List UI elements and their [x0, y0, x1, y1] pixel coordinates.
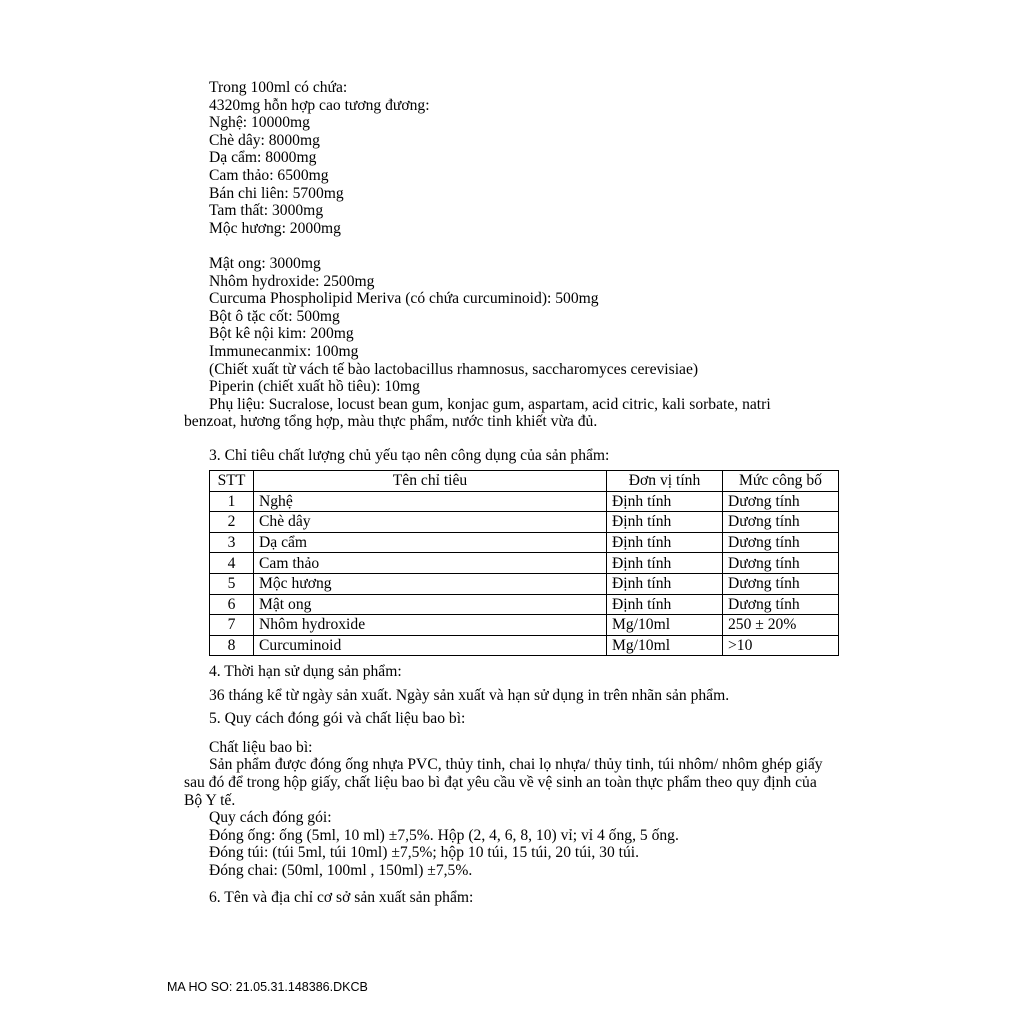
row-level: Dương tính — [723, 491, 839, 512]
table-row — [210, 573, 839, 594]
row-stt: 3 — [210, 532, 254, 553]
other-ingredients-list — [184, 255, 844, 396]
table-row — [210, 512, 839, 533]
table-row — [210, 594, 839, 615]
row-name: Mộc hương — [254, 573, 607, 594]
excipients: Phụ liệu: Sucralose, locust bean gum, konjac gum, aspartam, acid citric, kali sorbate, natri benzoat, hương tổng hợp, màu thực phẩm, nước tinh khiết vừa đủ. — [184, 395, 771, 431]
extract-list — [184, 114, 844, 237]
packing-list — [184, 827, 844, 880]
row-name: Nghệ — [254, 491, 607, 512]
row-name: Nhôm hydroxide — [254, 615, 607, 636]
row-unit: Mg/10ml — [607, 615, 723, 636]
quality-table — [209, 470, 839, 656]
row-unit: Định tính — [607, 573, 723, 594]
extract-item: Mộc hương: 2000mg — [209, 219, 341, 237]
row-level: 250 ± 20% — [723, 615, 839, 636]
section4-heading: 4. Thời hạn sử dụng sản phẩm: — [209, 663, 402, 680]
row-level: Dương tính — [723, 512, 839, 533]
extract-item: Chè dây: 8000mg — [209, 131, 320, 149]
ingredients-block — [184, 79, 844, 431]
col-level: Mức công bố — [723, 471, 839, 492]
row-stt: 7 — [210, 615, 254, 636]
row-unit: Mg/10ml — [607, 635, 723, 656]
extract-item: Cam thảo: 6500mg — [209, 166, 329, 184]
col-name: Tên chỉ tiêu — [254, 471, 607, 492]
row-unit: Định tính — [607, 512, 723, 533]
ingredient-item: Curcuma Phospholipid Meriva (có chứa curcuminoid): 500mg — [209, 290, 599, 308]
ingredient-item: Bột kê nội kim: 200mg — [209, 325, 354, 343]
ingredient-item: Mật ong: 3000mg — [209, 254, 321, 272]
row-name: Cam thảo — [254, 553, 607, 574]
row-stt: 8 — [210, 635, 254, 656]
row-level: Dương tính — [723, 594, 839, 615]
row-name: Mật ong — [254, 594, 607, 615]
extract-item: Bán chi liên: 5700mg — [209, 184, 344, 202]
ingredient-item: Piperin (chiết xuất hồ tiêu): 10mg — [209, 378, 420, 396]
row-unit: Định tính — [607, 553, 723, 574]
ingredient-item: (Chiết xuất từ vách tế bào lactobacillus rhamnosus, saccharomyces cerevisiae) — [209, 360, 699, 378]
section6-heading: 6. Tên và địa chỉ cơ sở sản xuất sản phẩm: — [209, 888, 474, 906]
packing-item: Đóng ống: ống (5ml, 10 ml) ±7,5%. Hộp (2, 4, 6, 8, 10) vỉ; vỉ 4 ống, 5 ống. — [209, 826, 679, 844]
row-stt: 5 — [210, 573, 254, 594]
row-level: Dương tính — [723, 553, 839, 574]
row-level: >10 — [723, 635, 839, 656]
packing-item: Đóng túi: (túi 5ml, túi 10ml) ±7,5%; hộp 10 túi, 15 túi, 20 túi, 30 túi. — [209, 844, 640, 862]
row-stt: 1 — [210, 491, 254, 512]
col-unit: Đơn vị tính — [607, 471, 723, 492]
material-text: Sản phẩm được đóng ống nhựa PVC, thủy tinh, chai lọ nhựa/ thủy tinh, túi nhôm/ nhôm ghép giấy sau đó để trong hộp giấy, chất liệu bao bì đạt yêu cầu về vệ sinh an toàn thực phẩm theo quy định của Bộ Y tế. — [184, 756, 823, 809]
row-stt: 6 — [210, 594, 254, 615]
section3-heading-block — [184, 447, 844, 465]
ingredient-item: Immunecanmix: 100mg — [209, 342, 359, 360]
row-stt: 4 — [210, 553, 254, 574]
packing-item: Đóng chai: (50ml, 100ml , 150ml) ±7,5%. — [209, 861, 473, 879]
table-row — [210, 635, 839, 656]
row-name: Dạ cẩm — [254, 532, 607, 553]
table-row — [210, 532, 839, 553]
row-name: Curcuminoid — [254, 635, 607, 656]
section4-text: 36 tháng kể từ ngày sản xuất. Ngày sản xuất và hạn sử dụng in trên nhãn sản phẩm. — [209, 686, 730, 704]
row-unit: Định tính — [607, 532, 723, 553]
table-row — [210, 615, 839, 636]
row-unit: Định tính — [607, 491, 723, 512]
section5-heading: 5. Quy cách đóng gói và chất liệu bao bì: — [209, 710, 466, 728]
table-row — [210, 553, 839, 574]
material-label: Chất liệu bao bì: — [209, 738, 313, 756]
section4 — [184, 663, 844, 906]
extract-item: Nghệ: 10000mg — [209, 114, 310, 132]
row-level: Dương tính — [723, 532, 839, 553]
row-stt: 2 — [210, 512, 254, 533]
ingredient-item: Nhôm hydroxide: 2500mg — [209, 272, 375, 290]
ingredient-item: Bột ô tặc cốt: 500mg — [209, 307, 340, 325]
extract-item: Dạ cẩm: 8000mg — [209, 149, 317, 167]
extract-item: Tam thất: 3000mg — [209, 202, 324, 220]
row-unit: Định tính — [607, 594, 723, 615]
table-header-row — [210, 471, 839, 492]
extract-title: 4320mg hỗn hợp cao tương đương: — [209, 96, 430, 114]
row-level: Dương tính — [723, 573, 839, 594]
packing-label: Quy cách đóng gói: — [209, 809, 332, 827]
section3-heading: 3. Chỉ tiêu chất lượng chủ yếu tạo nên công dụng của sản phẩm: — [209, 447, 610, 464]
row-name: Chè dây — [254, 512, 607, 533]
table-row — [210, 491, 839, 512]
col-stt: STT — [210, 471, 254, 492]
ingredients-header: Trong 100ml có chứa: — [209, 79, 348, 96]
document-code: MA HO SO: 21.05.31.148386.DKCB — [167, 980, 368, 994]
